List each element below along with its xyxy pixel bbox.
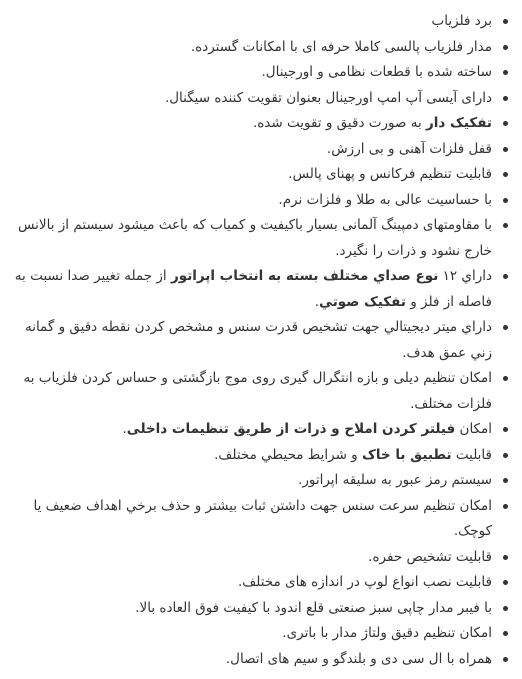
feature-text: داراي ۱۲ — [438, 268, 492, 284]
feature-item — [10, 570, 492, 596]
feature-text: داراي ميتر ديجيتالي جهت تشخيص قدرت سنس و مشخص كردن نقطه دقيق و گمانه زني عمق هدف. — [24, 319, 492, 361]
feature-item — [10, 9, 492, 35]
feature-item — [10, 188, 492, 214]
feature-text: امکان تنظيم ديلی و بازه انتگرال گيری روی موج بازگشتی و حساس کردن فلزیاب به فلزات مختلف. — [23, 370, 492, 412]
feature-text: قابلیت نصب انواع لوپ در اندازه های مختلف. — [238, 574, 492, 590]
feature-item — [10, 366, 492, 417]
feature-text: قابلیت تشخیص حفره. — [368, 548, 492, 565]
feature-text: برد فلزیاب — [431, 13, 492, 29]
feature-text: امکان — [455, 421, 492, 437]
feature-text: با فیبر مدار چاپی سبز صنعتی قلع اندود با کیفیت فوق العاده بالا. — [135, 599, 492, 616]
feature-item — [10, 468, 492, 494]
feature-item — [10, 162, 492, 188]
feature-item — [10, 443, 492, 469]
feature-text: به صورت دقیق و تقویت شده. — [252, 115, 426, 131]
feature-text: با حساسیت عالی به طلا و فلزات نرم. — [278, 191, 492, 208]
feature-item — [10, 60, 492, 86]
feature-text: قفل فلزات آهنی و بی ارزش. — [326, 140, 492, 157]
feature-item — [10, 545, 492, 571]
feature-item — [10, 621, 492, 647]
feature-text: امکان تنظيم سرعت سنس جهت داشتن ثبات بيشتر و حذف برخي اهداف ضعيف يا کوچک. — [33, 497, 492, 539]
feature-text: با مقاومتهای دمپینگ آلمانی بسیار باکیفیت و کمیاب که باعث میشود سیستم از بالانس خارج نشود و ذرات را نگیرد. — [17, 217, 492, 259]
feature-text: قابليت — [451, 446, 492, 463]
feature-item — [10, 417, 492, 443]
feature-item — [10, 315, 492, 366]
feature-text: دارای آیسی آپ امپ اورجینال بعنوان تقویت کننده سیگنال. — [164, 89, 492, 106]
feature-text-bold: نوع صداي مختلف بسته به انتخاب اپراتور — [170, 268, 439, 284]
feature-text: سیستم رمز عبور به سلیقه اپراتور. — [298, 472, 492, 488]
feature-text: مدار فلزیاب پالسی کاملا حرفه ای با امکانات گسترده. — [190, 38, 492, 55]
feature-text: . — [314, 293, 320, 310]
feature-text: ساخته شده با قطعات نظامی و اورجینال. — [261, 64, 492, 80]
feature-item — [10, 137, 492, 163]
feature-item — [10, 35, 492, 61]
feature-item — [10, 264, 492, 315]
feature-item — [10, 111, 492, 137]
feature-text-bold: تفکیک صوتي — [319, 293, 406, 310]
feature-text: امکان تنظیم دقیق ولتاژ مدار با باتری. — [282, 625, 492, 641]
feature-item — [10, 596, 492, 622]
feature-text-bold: تطبيق با خاک — [362, 446, 452, 463]
feature-text: از جمله تغيير صدا نسبت به فاصله از فلز و — [14, 268, 492, 310]
feature-text: همراه با ال سی دی و بلندگو و سیم های اتصال. — [225, 650, 492, 667]
feature-text: قابلیت تنظیم فرکانس و پهنای پالس. — [288, 166, 492, 182]
feature-text: و شرايط محيطي مختلف. — [214, 446, 362, 463]
features-list — [0, 9, 522, 672]
feature-text-bold: فیلتر کردن املاح و ذرات از طريق تنظيمات داخلی — [126, 421, 456, 437]
feature-item — [10, 213, 492, 264]
feature-item — [10, 86, 492, 112]
feature-text-bold: تفکیک دار — [426, 115, 492, 131]
feature-item — [10, 494, 492, 545]
feature-item — [10, 647, 492, 673]
feature-text: . — [122, 421, 127, 437]
